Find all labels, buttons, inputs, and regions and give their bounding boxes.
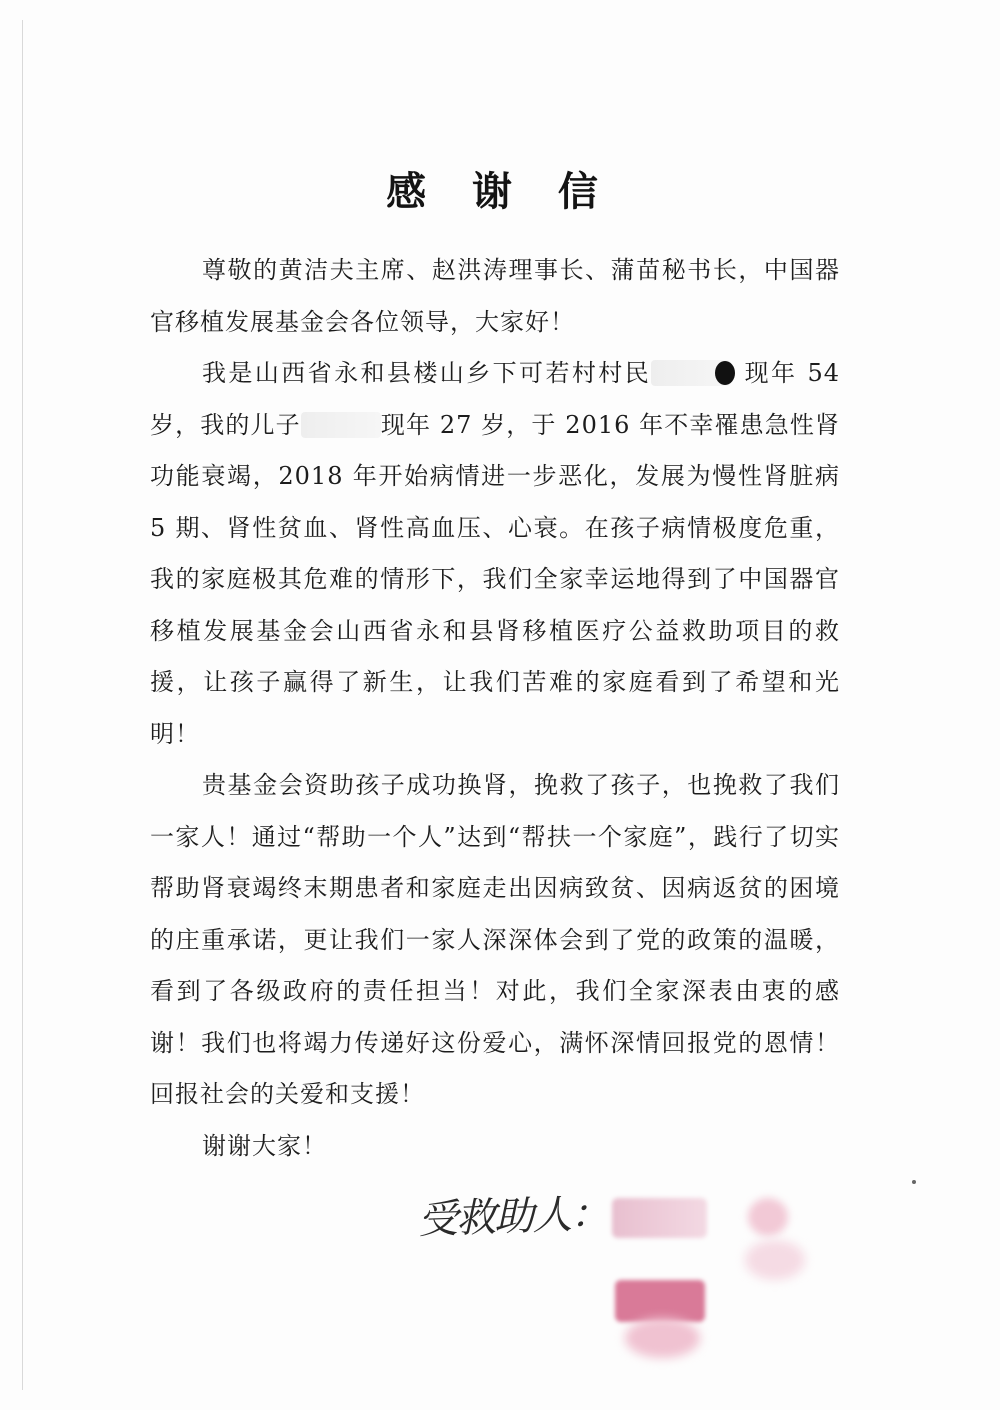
redacted-name-son bbox=[301, 412, 381, 438]
introduction-paragraph bbox=[150, 348, 840, 760]
redacted-fingerprint-3 bbox=[625, 1318, 700, 1358]
gratitude-paragraph: 贵基金会资助孩子成功换肾，挽救了孩子，也挽救了我们一家人！通过“帮助一个人”达到“帮扶一个家庭”，践行了切实帮助肾衰竭终末期患者和家庭走出因病致贫、因病返贫的困境的庄重承诺，更让我们一家人深深体会到了党的政策的温暖，看到了各级政府的责任担当！对此，我们全家深表由衷的感谢！我们也将竭力传递好这份爱心，满怀深情回报党的恩情！回报社会的关爱和支援！ bbox=[150, 771, 840, 1108]
paper-speck bbox=[912, 1180, 916, 1184]
redacted-fingerprint-2 bbox=[745, 1240, 805, 1280]
intro-text-part-1: 我是山西省永和县楼山乡下可若村村民 bbox=[202, 359, 652, 387]
intro-text-part-2: 现年 54 岁，我的儿子 bbox=[150, 359, 841, 439]
intro-text-part-3: 现年 27 岁，于 2016 年不幸罹患急性肾功能衰竭，2018 年开始病情进一步恶化，发展为慢性肾脏病 5 期、肾性贫血、肾性高血压、心衰。在孩子病情极度危重，我的家庭极其危难的情形下，我们全家幸运地得到了中国器官移植发展基金会山西省永和县肾移植医疗公益救助项目的救援，让孩子赢得了新生，让我们苦难的家庭看到了希望和光明！ bbox=[150, 410, 840, 748]
closing-line: 谢谢大家！ bbox=[202, 1131, 327, 1160]
redaction-mark bbox=[715, 361, 735, 385]
redacted-signature-block bbox=[615, 1280, 705, 1322]
salutation-paragraph: 尊敬的黄洁夫主席、赵洪涛理事长、蒲苗秘书长，中国器官移植发展基金会各位领导，大家好！ bbox=[150, 256, 840, 336]
letter-body bbox=[150, 245, 840, 1172]
redacted-signature-name bbox=[612, 1198, 707, 1238]
letter-title: 感 谢 信 bbox=[386, 169, 614, 215]
redacted-fingerprint-1 bbox=[748, 1198, 788, 1236]
page-edge-line bbox=[22, 20, 23, 1390]
signature-label: 受救助人： bbox=[417, 1190, 609, 1244]
